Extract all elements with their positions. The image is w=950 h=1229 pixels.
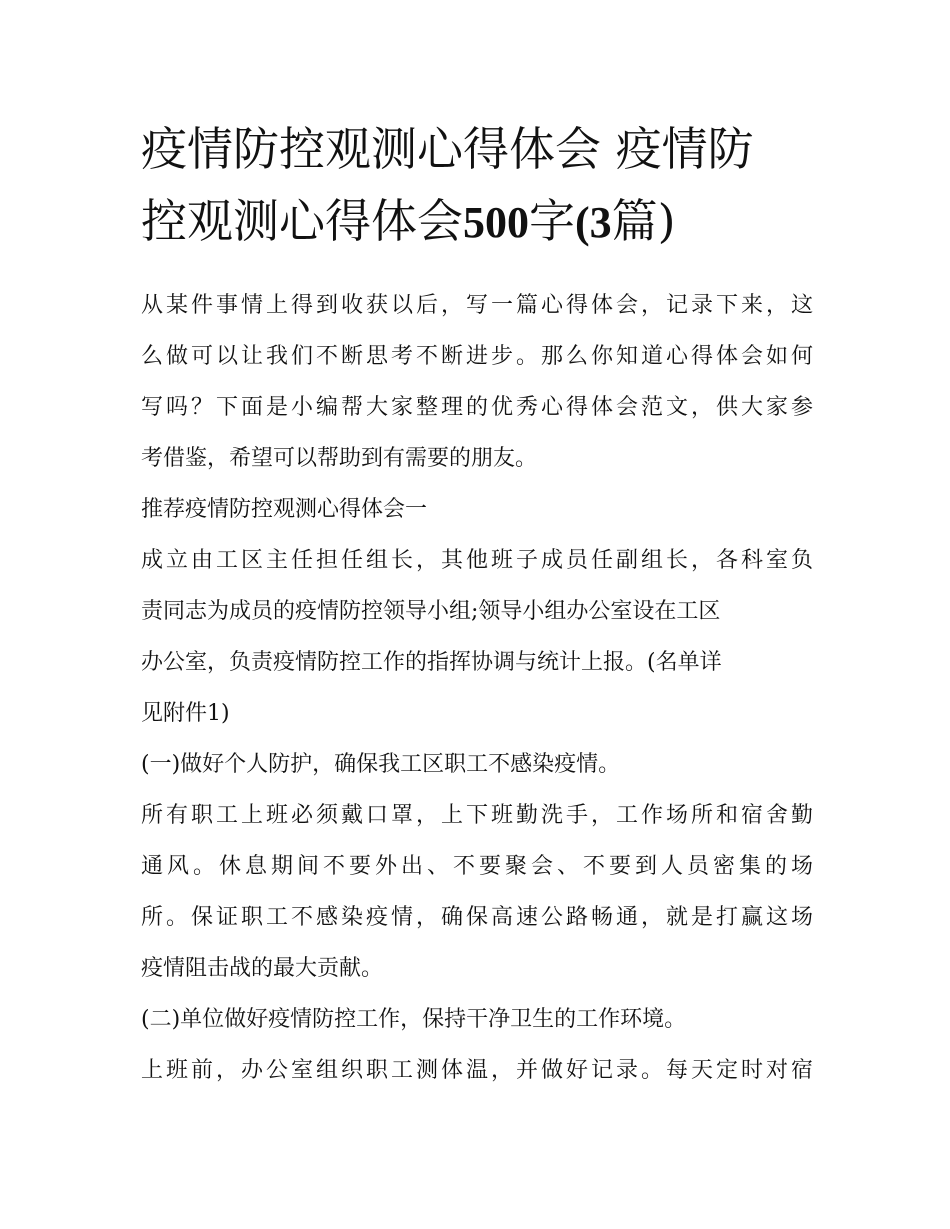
- body-line: 成立由工区主任担任组长，其他班子成员任副组长，各科室负: [141, 548, 813, 573]
- title-part-d: (3: [575, 198, 612, 247]
- subheading-line: (一)做好个人防护，确保我工区职工不感染疫情。: [141, 752, 621, 777]
- body-line: 通风。休息期间不要外出、不要聚会、不要到人员密集的场: [141, 854, 813, 879]
- title-part-e: 篇): [611, 194, 676, 248]
- title-part-b: 500: [463, 198, 529, 247]
- title-part-c: 字: [529, 194, 575, 248]
- body-line: 从某件事情上得到收获以后，写一篇心得体会，记录下来，这: [141, 293, 813, 318]
- body-line: 办公室，负责疫情防控工作的指挥协调与统计上报。(名单详: [141, 650, 722, 675]
- body-line: 考借鉴，希望可以帮助到有需要的朋友。: [141, 446, 538, 471]
- body-line: 见附件1): [141, 701, 230, 726]
- body-line: 责同志为成员的疫情防控领导小组;领导小组办公室设在工区: [141, 599, 721, 624]
- body-line: 所有职工上班必须戴口罩，上下班勤洗手，工作场所和宿舍勤: [141, 803, 813, 828]
- body-line: 写吗？下面是小编帮大家整理的优秀心得体会范文，供大家参: [141, 395, 813, 420]
- document-title: [141, 113, 813, 259]
- title-line-1: 疫情防控观测心得体会 疫情防: [141, 122, 754, 176]
- subheading-line: (二)单位做好疫情防控工作，保持干净卫生的工作环境。: [141, 1007, 687, 1032]
- document-body: [141, 280, 813, 1096]
- title-part-a: 控观测心得体会: [141, 194, 463, 248]
- body-line: 么做可以让我们不断思考不断进步。那么你知道心得体会如何: [141, 344, 813, 369]
- body-line: 疫情阻击战的最大贡献。: [141, 956, 384, 981]
- body-line: 所。保证职工不感染疫情，确保高速公路畅通，就是打赢这场: [141, 905, 813, 930]
- title-line-2: [141, 185, 813, 259]
- section-heading: 推荐疫情防控观测心得体会一: [141, 497, 428, 522]
- body-line: 上班前，办公室组织职工测体温，并做好记录。每天定时对宿: [141, 1058, 813, 1083]
